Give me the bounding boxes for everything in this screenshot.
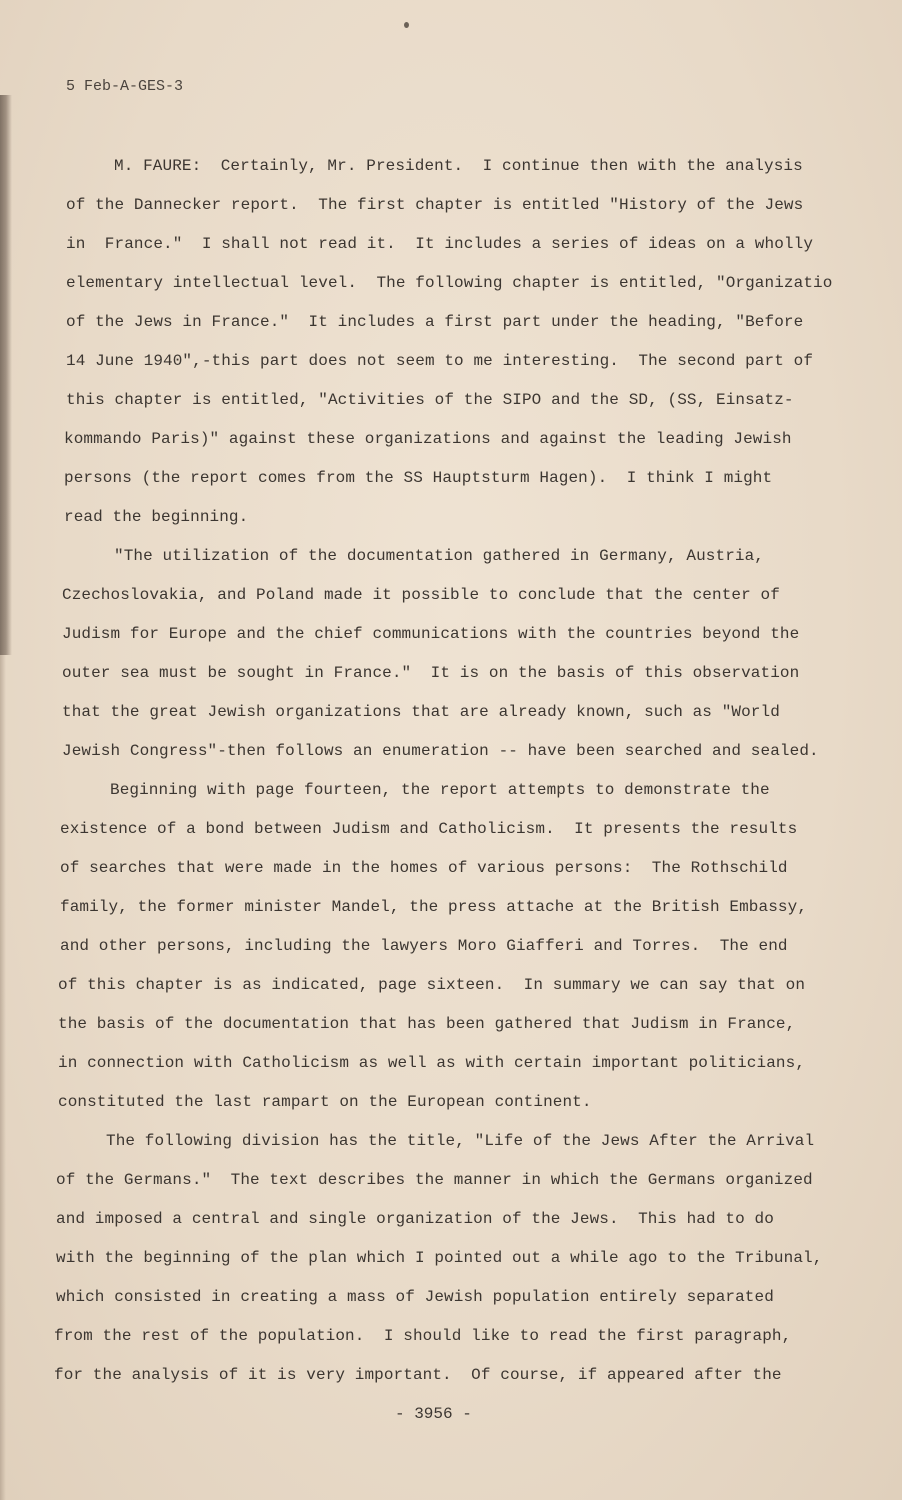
page-edge-shadow-lower (0, 655, 6, 1500)
page-edge-shadow (0, 95, 12, 655)
text-line: and imposed a central and single organization of the Jews. This had to do (56, 1210, 774, 1228)
text-line: for the analysis of it is very important. Of course, if appeared after the (54, 1366, 782, 1384)
text-line: of the Jews in France." It includes a first part under the heading, "Before (66, 313, 804, 331)
text-line: of the Germans." The text describes the manner in which the Germans organized (56, 1171, 813, 1189)
text-line: read the beginning. (64, 508, 249, 526)
text-line: persons (the report comes from the SS Hauptsturm Hagen). I think I might (64, 469, 773, 487)
text-line: constituted the last rampart on the European continent. (58, 1093, 592, 1111)
text-line: The following division has the title, "Life of the Jews After the Arrival (106, 1132, 815, 1150)
text-line: this chapter is entitled, "Activities of the SIPO and the SD, (SS, Einsatz- (66, 391, 794, 409)
page-number: - 3956 - (395, 1405, 472, 1423)
text-line: the basis of the documentation that has been gathered that Judism in France, (58, 1015, 796, 1033)
text-line: in connection with Catholicism as well as with certain important politicians, (58, 1054, 806, 1072)
text-line: Judism for Europe and the chief communications with the countries beyond the (62, 625, 800, 643)
text-line: which consisted in creating a mass of Jewish population entirely separated (56, 1288, 774, 1306)
text-line: M. FAURE: Certainly, Mr. President. I continue then with the analysis (114, 157, 803, 175)
text-line: and other persons, including the lawyers Moro Giafferi and Torres. The end (60, 937, 788, 955)
text-line: family, the former minister Mandel, the press attache at the British Embassy, (60, 898, 808, 916)
document-header-code: 5 Feb-A-GES-3 (66, 78, 184, 95)
text-line: Czechoslovakia, and Poland made it possible to conclude that the center of (62, 586, 780, 604)
text-line: of this chapter is as indicated, page sixteen. In summary we can say that on (58, 976, 806, 994)
text-line: Beginning with page fourteen, the report attempts to demonstrate the (110, 781, 770, 799)
text-line: 14 June 1940",-this part does not seem to me interesting. The second part of (66, 352, 814, 370)
text-line: kommando Paris)" against these organizations and against the leading Jewish (64, 430, 792, 448)
text-line: Jewish Congress"-then follows an enumeration -- have been searched and sealed. (62, 742, 819, 760)
text-line: with the beginning of the plan which I pointed out a while ago to the Tribunal, (56, 1249, 823, 1267)
text-line: of the Dannecker report. The first chapter is entitled "History of the Jews (66, 196, 804, 214)
text-line: outer sea must be sought in France." It is on the basis of this observation (62, 664, 800, 682)
text-line: in France." I shall not read it. It includes a series of ideas on a wholly (66, 235, 814, 253)
text-line: elementary intellectual level. The following chapter is entitled, "Organizatio (66, 274, 833, 292)
text-line: from the rest of the population. I should like to read the first paragraph, (54, 1327, 792, 1345)
text-line: that the great Jewish organizations that are already known, such as "World (62, 703, 780, 721)
text-line: of searches that were made in the homes of various persons: The Rothschild (60, 859, 788, 877)
ink-dot-mark (404, 22, 409, 28)
text-line: "The utilization of the documentation gathered in Germany, Austria, (114, 547, 765, 565)
text-line: existence of a bond between Judism and Catholicism. It presents the results (60, 820, 798, 838)
